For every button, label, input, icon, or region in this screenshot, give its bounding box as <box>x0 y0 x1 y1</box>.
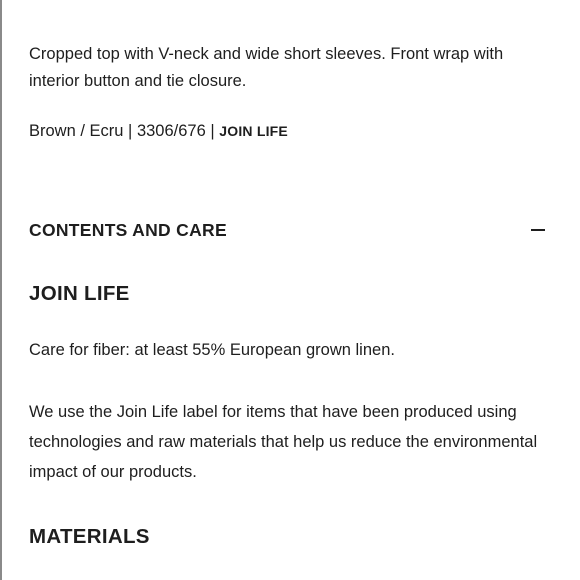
materials-heading: MATERIALS <box>29 525 150 548</box>
contents-and-care-title: CONTENTS AND CARE <box>29 219 227 240</box>
minus-icon[interactable] <box>531 229 545 231</box>
left-border-line <box>0 0 2 580</box>
product-meta <box>29 118 288 144</box>
join-life-heading: JOIN LIFE <box>29 282 130 305</box>
meta-separator: | <box>128 122 133 140</box>
product-reference: 3306/676 <box>136 122 206 140</box>
join-life-tag[interactable]: JOIN LIFE <box>219 123 288 139</box>
product-description: Cropped top with V-neck and wide short sleeves. Front wrap with interior button and tie closure. <box>29 45 504 90</box>
product-color: Brown / Ecru <box>29 122 124 140</box>
contents-and-care-header[interactable] <box>29 216 545 244</box>
join-life-description: We use the Join Life label for items that have been produced using technologies and raw materials that help us reduce the environmental impact of our products. <box>29 403 538 481</box>
care-for-fiber-text: Care for fiber: at least 55% European grown linen. <box>29 341 395 359</box>
meta-separator: | <box>210 122 215 140</box>
